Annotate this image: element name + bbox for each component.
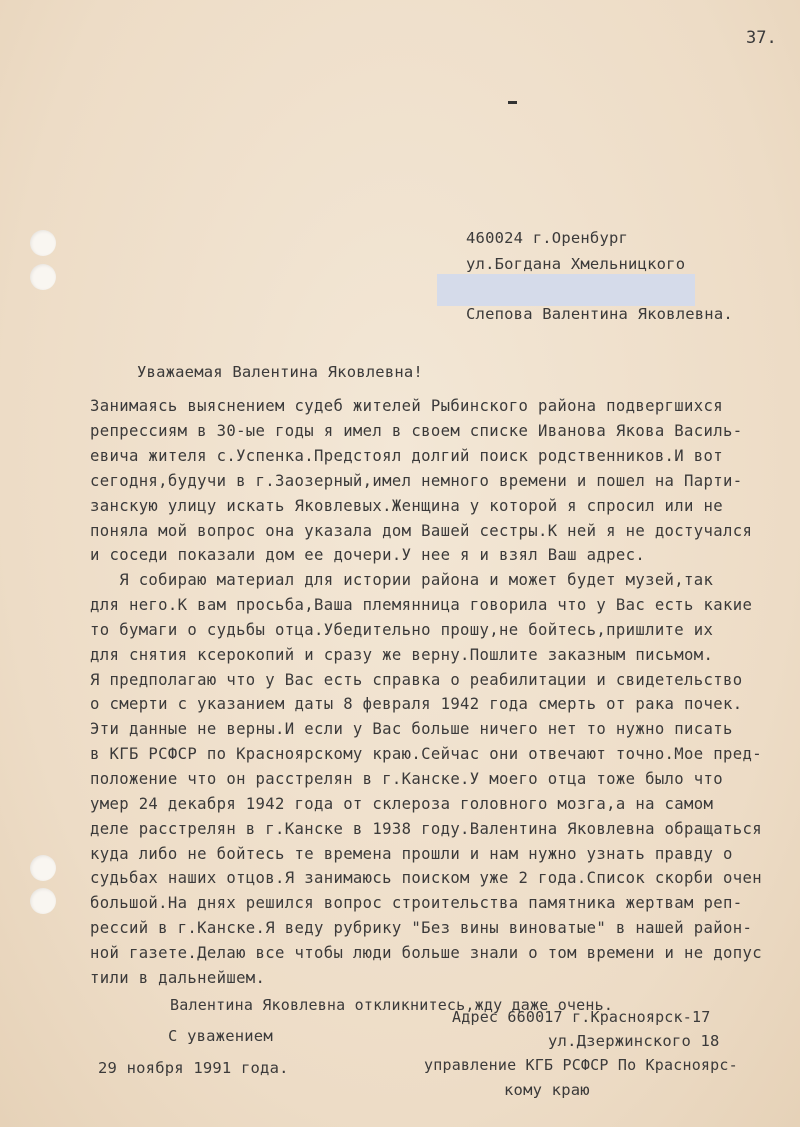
body-line: куда либо не бойтесь те времена прошли и нам нужно узнать правду о — [90, 845, 733, 863]
punch-hole — [30, 855, 56, 881]
body-line: сегодня,будучи в г.Заозерный,имел немного времени и пошел на Парти- — [90, 472, 743, 490]
closing-line: Валентина Яковлевна откликнитесь,жду даже очень. — [170, 996, 614, 1014]
body-line: Эти данные не верны.И если у Вас больше ничего нет то нужно писать — [90, 720, 733, 738]
body-line: рессий в г.Канске.Я веду рубрику "Без вины виноватые" в нашей район- — [90, 919, 753, 937]
recipient-postcode-city: 460024 г.Оренбург — [466, 229, 629, 247]
dash-mark — [508, 101, 517, 104]
page-number: 37. — [746, 28, 777, 48]
body-line: тили в дальнейшем. — [90, 969, 266, 987]
body-line: деле расстрелян в г.Канске в 1938 году.Валентина Яковлевна обращаться — [90, 820, 762, 838]
sign-off: С уважением — [168, 1027, 273, 1045]
body-line: Я собираю материал для истории района и может будет музей,так — [90, 571, 714, 589]
body-line: Занимаясь выяснением судеб жителей Рыбинского района подвергшихся — [90, 397, 723, 415]
body-line: занскую улицу искать Яковлевых.Женщина у которой я спросил или не — [90, 497, 723, 515]
redaction-block — [437, 274, 695, 306]
body-line: ной газете.Делаю все чтобы люди больше знали о том времени и не допус — [90, 944, 762, 962]
body-line: для снятия ксерокопий и сразу же верну.Пошлите заказным письмом. — [90, 646, 714, 664]
body-line: то бумаги о судьбы отца.Убедительно прошу,не бойтесь,пришлите их — [90, 621, 714, 639]
punch-hole — [30, 230, 56, 256]
kgb-street: ул.Дзержинского 18 — [548, 1032, 720, 1050]
body-line: и соседи показали дом ее дочери.У нее я и взял Ваш адрес. — [90, 546, 646, 564]
body-line: в КГБ РСФСР по Красноярскому краю.Сейчас они отвечают точно.Мое пред- — [90, 745, 762, 763]
body-line: большой.На днях решился вопрос строительства памятника жертвам реп- — [90, 894, 743, 912]
punch-hole — [30, 264, 56, 290]
letter-date: 29 ноября 1991 года. — [98, 1059, 289, 1077]
body-line: о смерти с указанием даты 8 февраля 1942 года смерть от рака почек. — [90, 695, 743, 713]
recipient-street: ул.Богдана Хмельницкого — [466, 255, 686, 273]
kgb-department-continued: кому краю — [504, 1081, 590, 1099]
body-line: евича жителя с.Успенка.Предстоял долгий поиск родственников.И вот — [90, 447, 723, 465]
kgb-department: управление КГБ РСФСР По Красноярс- — [424, 1056, 738, 1074]
body-line: поняла мой вопрос она указала дом Вашей сестры.К ней я не достучался — [90, 522, 753, 540]
body-line: положение что он расстрелян в г.Канске.У моего отца тоже было что — [90, 770, 723, 788]
body-line: Я предполагаю что у Вас есть справка о реабилитации и свидетельство — [90, 671, 743, 689]
body-line: для него.К вам просьба,Ваша племянница говорила что у Вас есть какие — [90, 596, 753, 614]
body-line: репрессиям в 30-ые годы я имел в своем списке Иванова Якова Василь- — [90, 422, 743, 440]
body-line: судьбах наших отцов.Я занимаюсь поиском уже 2 года.Список скорби очен — [90, 869, 762, 887]
body-line: умер 24 декабря 1942 года от склероза головного мозга,а на самом — [90, 795, 714, 813]
punch-hole — [30, 888, 56, 914]
recipient-name: Слепова Валентина Яковлевна. — [466, 305, 733, 323]
salutation: Уважаемая Валентина Яковлевна! — [137, 363, 423, 381]
kgb-address-line: Адрес 660017 г.Красноярск-17 — [452, 1008, 711, 1026]
